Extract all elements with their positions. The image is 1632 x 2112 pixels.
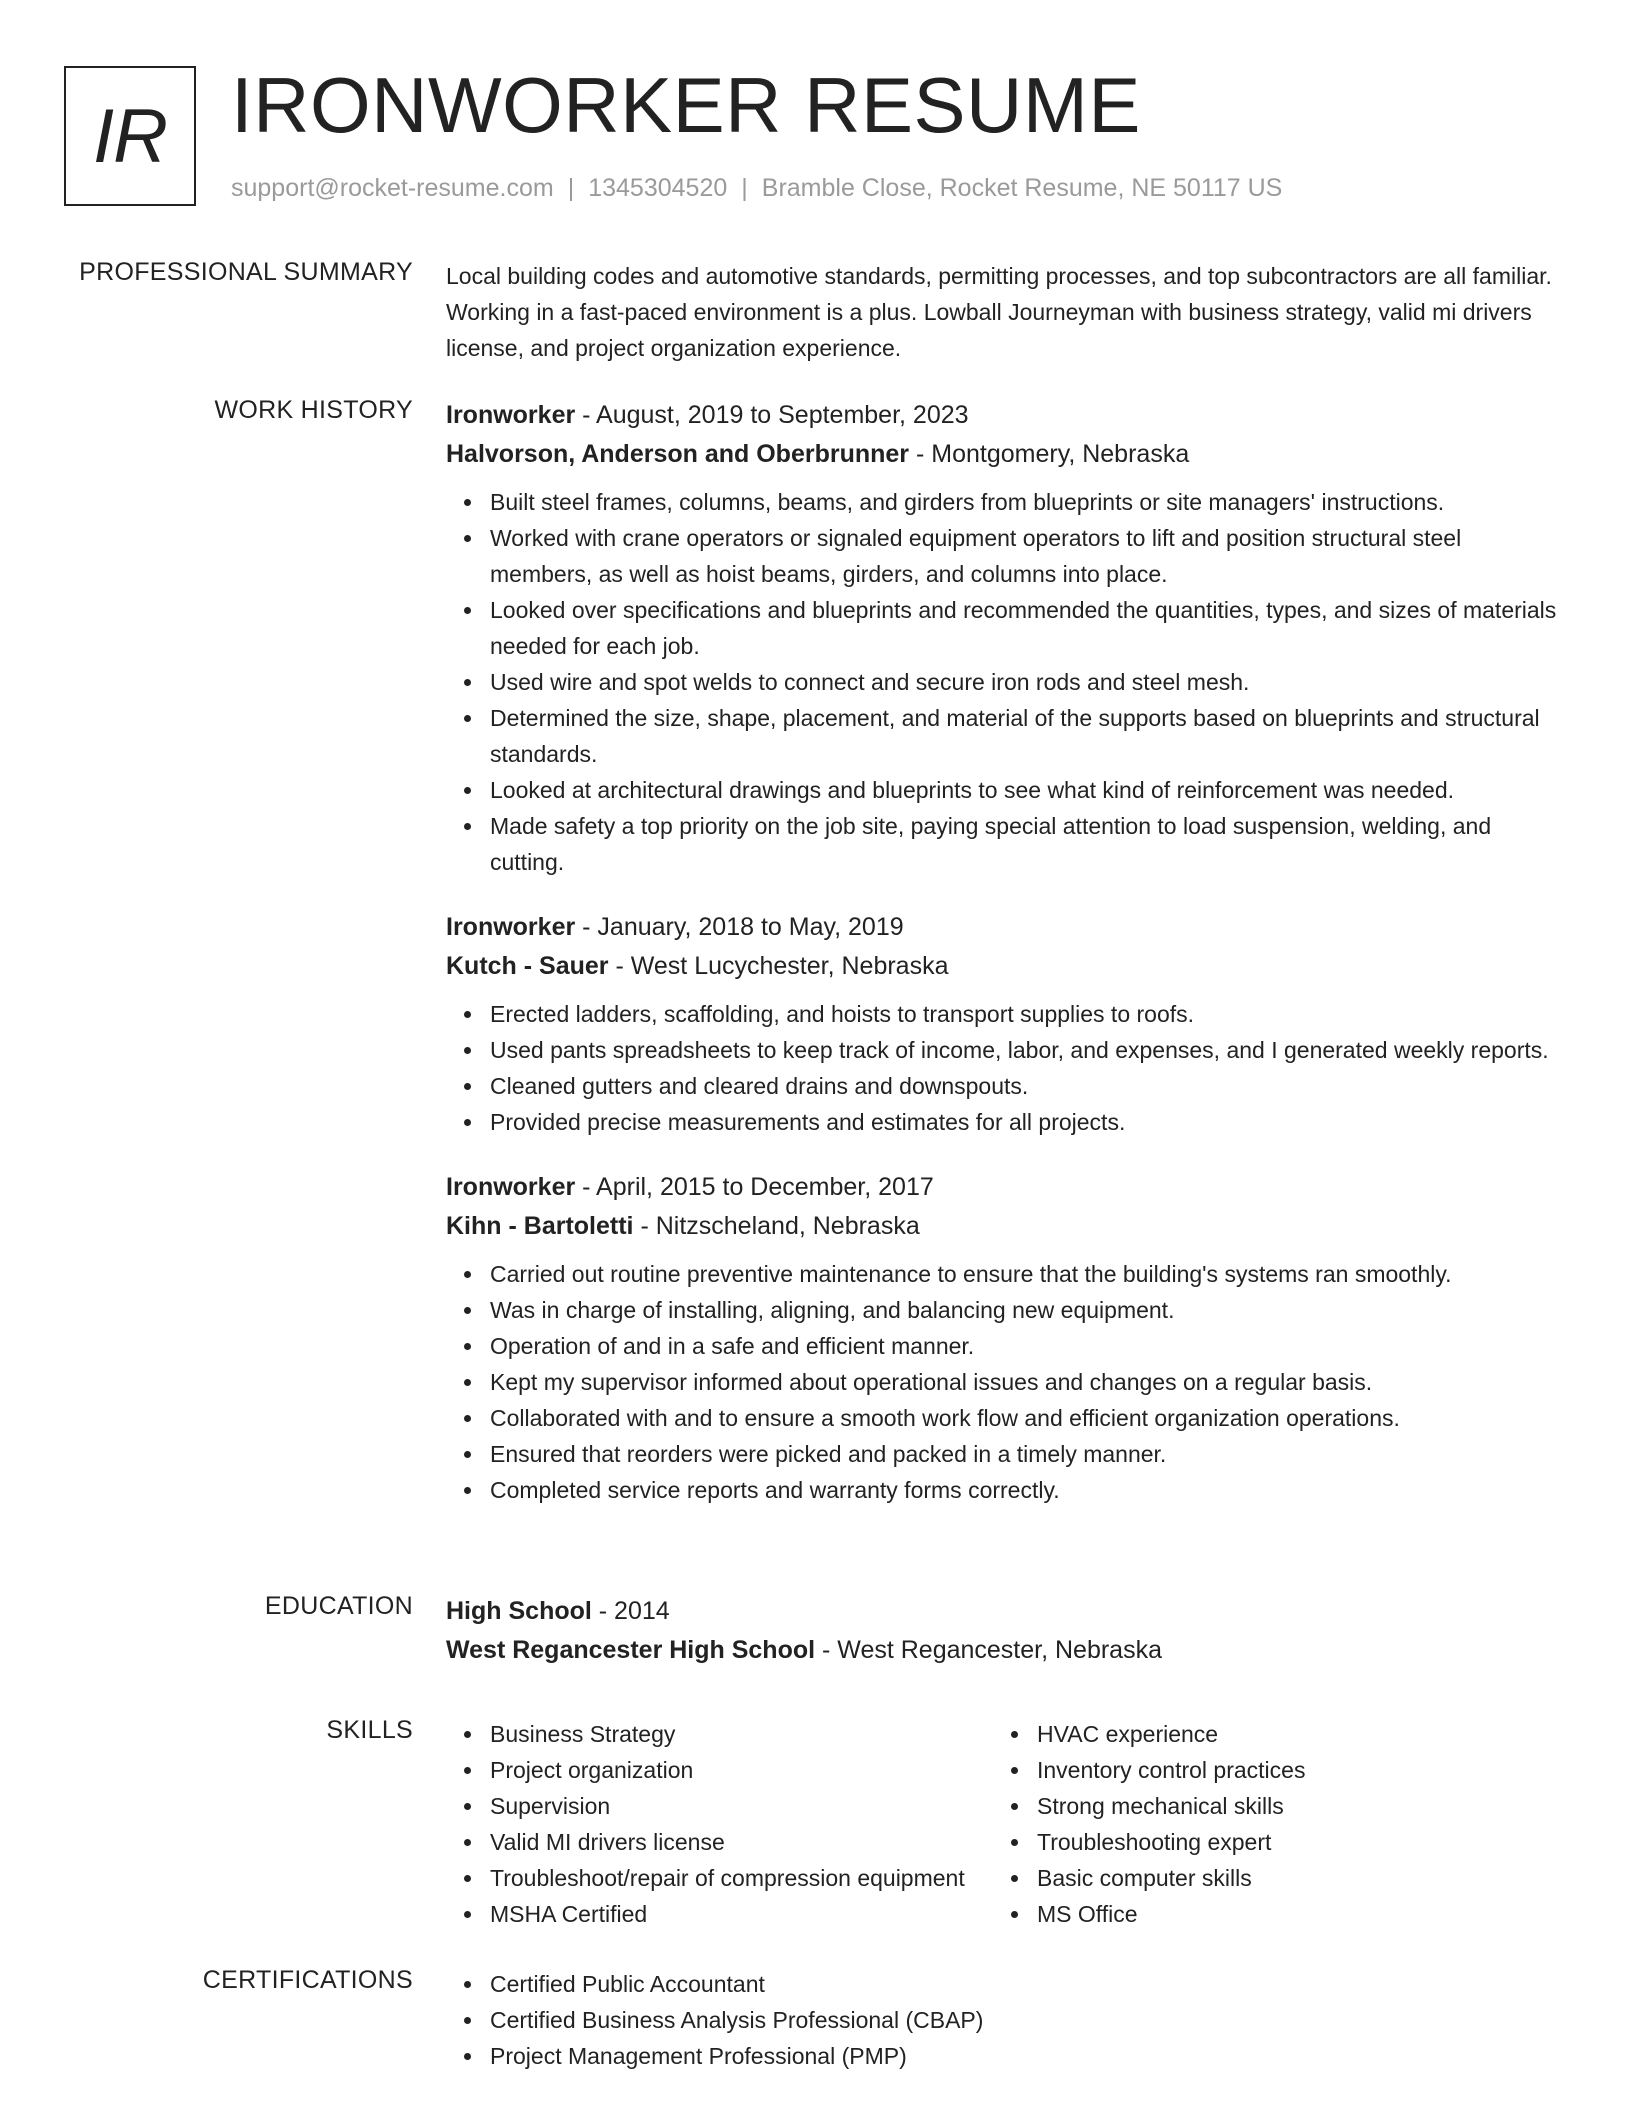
job-bullets bbox=[446, 996, 1566, 1140]
list-item: Carried out routine preventive maintenance to ensure that the building's systems ran smoothly. bbox=[490, 1256, 1566, 1292]
education-location: - West Regancester, Nebraska bbox=[815, 1636, 1162, 1664]
job-entry bbox=[446, 396, 1566, 880]
list-item: Inventory control practices bbox=[1037, 1752, 1493, 1788]
list-item: Was in charge of installing, aligning, and balancing new equipment. bbox=[490, 1292, 1566, 1328]
list-item: Project organization bbox=[490, 1752, 993, 1788]
skills-column-left bbox=[446, 1716, 993, 1932]
list-item: Used pants spreadsheets to keep track of income, labor, and expenses, and I generated weekly reports. bbox=[490, 1032, 1566, 1068]
job-company: Halvorson, Anderson and Oberbrunner bbox=[446, 440, 910, 468]
job-company: Kihn - Bartoletti bbox=[446, 1212, 634, 1240]
contact-separator: | bbox=[567, 174, 575, 202]
list-item: Looked at architectural drawings and blueprints to see what kind of reinforcement was needed. bbox=[490, 772, 1566, 808]
job-title: Ironworker bbox=[446, 913, 576, 941]
job-bullets bbox=[446, 484, 1566, 880]
list-item: Provided precise measurements and estimates for all projects. bbox=[490, 1104, 1566, 1140]
list-item: MS Office bbox=[1037, 1896, 1493, 1932]
section-label-work: WORK HISTORY bbox=[214, 396, 413, 424]
job-title: Ironworker bbox=[446, 1173, 576, 1201]
list-item: Collaborated with and to ensure a smooth work flow and efficient organization operations. bbox=[490, 1400, 1566, 1436]
education-school: West Regancester High School bbox=[446, 1636, 816, 1664]
contact-address: Bramble Close, Rocket Resume, NE 50117 US bbox=[761, 174, 1283, 202]
list-item: Looked over specifications and blueprints and recommended the quantities, types, and sizes of materials needed for each job. bbox=[490, 592, 1566, 664]
job-company-line bbox=[446, 435, 1566, 474]
list-item: Cleaned gutters and cleared drains and downspouts. bbox=[490, 1068, 1566, 1104]
list-item: Valid MI drivers license bbox=[490, 1824, 993, 1860]
job-title-line bbox=[446, 908, 1566, 947]
contact-separator: | bbox=[741, 174, 748, 202]
list-item: Worked with crane operators or signaled equipment operators to lift and position structural steel members, as well as hoist beams, girders, and columns into place. bbox=[490, 520, 1566, 592]
education-school-line bbox=[446, 1631, 1566, 1670]
list-item: Troubleshooting expert bbox=[1037, 1824, 1493, 1860]
skills-list bbox=[446, 1716, 993, 1932]
job-dates: - January, 2018 to May, 2019 bbox=[575, 913, 904, 941]
list-item: Basic computer skills bbox=[1037, 1860, 1493, 1896]
job-location: - Montgomery, Nebraska bbox=[909, 440, 1190, 468]
summary-content bbox=[446, 258, 1566, 366]
job-location: - West Lucychester, Nebraska bbox=[608, 952, 949, 980]
list-item: Strong mechanical skills bbox=[1037, 1788, 1493, 1824]
section-label-education: EDUCATION bbox=[264, 1592, 413, 1620]
resume-header bbox=[64, 61, 1564, 216]
job-company-line bbox=[446, 1207, 1566, 1246]
list-item: Built steel frames, columns, beams, and girders from blueprints or site managers' instructions. bbox=[490, 484, 1566, 520]
list-item: HVAC experience bbox=[1037, 1716, 1493, 1752]
contact-phone[interactable]: 1345304520 bbox=[588, 174, 728, 202]
education-content bbox=[446, 1592, 1566, 1670]
certifications-content bbox=[446, 1966, 1566, 2074]
education-degree: High School bbox=[446, 1597, 592, 1625]
list-item: Ensured that reorders were picked and packed in a timely manner. bbox=[490, 1436, 1566, 1472]
list-item: Made safety a top priority on the job site, paying special attention to load suspension, welding, and cutting. bbox=[490, 808, 1566, 880]
list-item: Business Strategy bbox=[490, 1716, 993, 1752]
skills-content bbox=[446, 1716, 1566, 1932]
contact-email[interactable]: support@rocket-resume.com bbox=[231, 174, 554, 202]
summary-text: Local building codes and automotive standards, permitting processes, and top subcontractors are all familiar. Working in a fast-paced environment is a plus. Lowball Journeyman with business strategy, valid mi drivers license, and project organization experience. bbox=[446, 263, 1552, 361]
job-title-line bbox=[446, 1168, 1566, 1207]
list-item: Determined the size, shape, placement, and material of the supports based on blueprints and structural standards. bbox=[490, 700, 1566, 772]
list-item: Troubleshoot/repair of compression equipment bbox=[490, 1860, 993, 1896]
job-dates: - August, 2019 to September, 2023 bbox=[575, 401, 969, 429]
job-location: - Nitzscheland, Nebraska bbox=[633, 1212, 920, 1240]
skills-list bbox=[993, 1716, 1493, 1932]
list-item: Operation of and in a safe and efficient manner. bbox=[490, 1328, 1566, 1364]
job-company: Kutch - Sauer bbox=[446, 952, 609, 980]
job-company-line bbox=[446, 947, 1566, 986]
section-label-certifications: CERTIFICATIONS bbox=[202, 1966, 413, 1994]
list-item: Completed service reports and warranty forms correctly. bbox=[490, 1472, 1566, 1508]
education-year: - 2014 bbox=[591, 1597, 670, 1625]
resume-title: IRONWORKER RESUME bbox=[231, 61, 1141, 149]
list-item: MSHA Certified bbox=[490, 1896, 993, 1932]
job-entry bbox=[446, 908, 1566, 1140]
section-label-skills: SKILLS bbox=[326, 1716, 413, 1744]
job-bullets bbox=[446, 1256, 1566, 1508]
list-item: Supervision bbox=[490, 1788, 993, 1824]
work-content bbox=[446, 396, 1566, 1536]
list-item: Project Management Professional (PMP) bbox=[490, 2038, 1566, 2074]
skills-column-right bbox=[993, 1716, 1493, 1932]
list-item: Kept my supervisor informed about operational issues and changes on a regular basis. bbox=[490, 1364, 1566, 1400]
job-entry bbox=[446, 1168, 1566, 1508]
certifications-list bbox=[446, 1966, 1566, 2074]
list-item: Certified Business Analysis Professional (CBAP) bbox=[490, 2002, 1566, 2038]
list-item: Used wire and spot welds to connect and secure iron rods and steel mesh. bbox=[490, 664, 1566, 700]
contact-line bbox=[231, 174, 1282, 203]
job-title: Ironworker bbox=[446, 401, 576, 429]
job-dates: - April, 2015 to December, 2017 bbox=[575, 1173, 934, 1201]
list-item: Erected ladders, scaffolding, and hoists to transport supplies to roofs. bbox=[490, 996, 1566, 1032]
section-label-summary: PROFESSIONAL SUMMARY bbox=[79, 258, 413, 286]
job-title-line bbox=[446, 396, 1566, 435]
education-degree-line bbox=[446, 1592, 1566, 1631]
monogram-logo: IR bbox=[64, 66, 196, 206]
list-item: Certified Public Accountant bbox=[490, 1966, 1566, 2002]
